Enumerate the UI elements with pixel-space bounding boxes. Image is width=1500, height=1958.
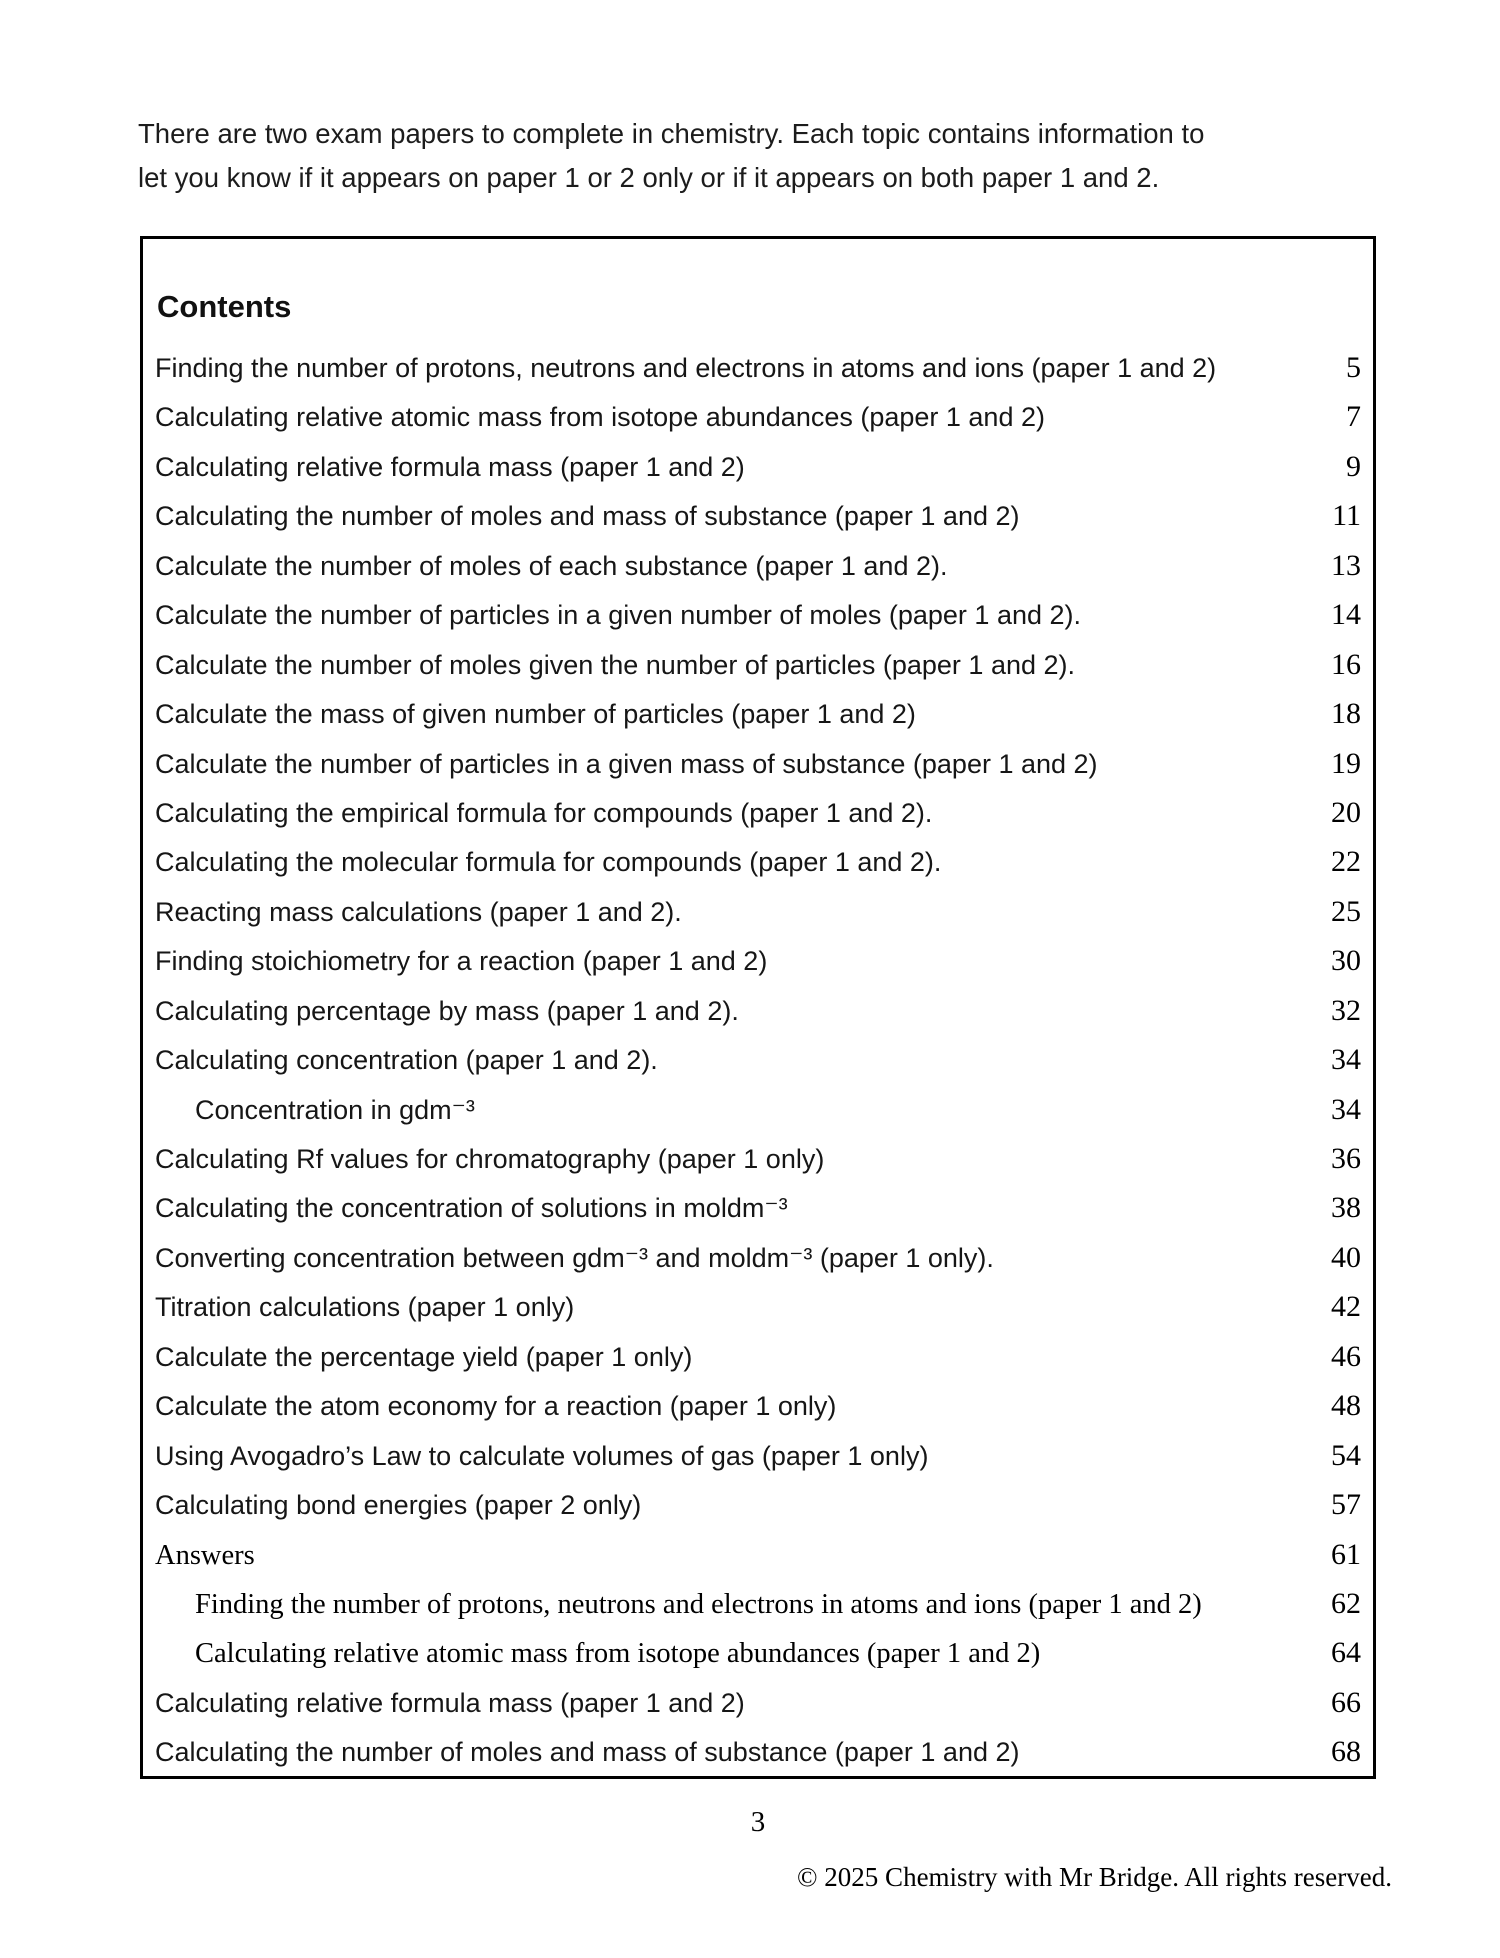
toc-entry-page: 68: [1331, 1735, 1361, 1769]
toc-entry-label: Calculate the atom economy for a reaction (paper 1 only): [155, 1391, 837, 1422]
toc-entry: [155, 1241, 1361, 1290]
toc-entry: [155, 796, 1361, 845]
toc-entry: [155, 450, 1361, 499]
toc-entry-label: Calculate the number of particles in a given mass of substance (paper 1 and 2): [155, 748, 1098, 779]
toc-entry-label: Reacting mass calculations (paper 1 and 2).: [155, 896, 682, 927]
toc-entry: [155, 747, 1361, 796]
toc-entry: [155, 1538, 1361, 1587]
toc-entry: [155, 1093, 1361, 1142]
toc-entry: [155, 351, 1361, 400]
contents-box: [140, 236, 1376, 1779]
toc-entry-page: 14: [1331, 598, 1361, 632]
toc-entry-page: 34: [1331, 1043, 1361, 1077]
page-number: 3: [750, 1806, 766, 1838]
toc-entry-page: 61: [1331, 1537, 1361, 1571]
toc-entry-label: Calculating the molecular formula for compounds (paper 1 and 2).: [155, 847, 942, 878]
toc-entry-label: Calculate the mass of given number of particles (paper 1 and 2): [155, 699, 916, 730]
toc-entry: [155, 1389, 1361, 1438]
toc-entry: [155, 1439, 1361, 1488]
toc-entry-page: 46: [1331, 1339, 1361, 1373]
toc-entry-page: 64: [1331, 1636, 1361, 1670]
toc-entry-label: Finding stoichiometry for a reaction (paper 1 and 2): [155, 946, 768, 977]
toc-entry-label: Calculating the empirical formula for compounds (paper 1 and 2).: [155, 797, 933, 828]
toc-entry: [155, 845, 1361, 894]
toc-entry-page: 36: [1331, 1142, 1361, 1175]
toc-entry: [155, 549, 1361, 598]
toc-entry-page: 34: [1331, 1092, 1361, 1126]
intro-paragraph: [138, 112, 1388, 200]
toc-entry-label: Calculating Rf values for chromatography (paper 1 only): [155, 1144, 825, 1174]
toc-entry: [155, 1686, 1361, 1735]
toc-entry: [155, 1636, 1361, 1685]
toc-entry-label: Calculating the number of moles and mass of substance (paper 1 and 2): [155, 1737, 1020, 1768]
toc-entry-page: 9: [1346, 449, 1361, 483]
toc-entry-page: 11: [1332, 499, 1361, 533]
toc-entry-label: Calculate the percentage yield (paper 1 only): [155, 1341, 693, 1372]
toc-entry-label: Calculating the concentration of solutions in moldm⁻³: [155, 1193, 788, 1224]
toc-entry-page: 19: [1331, 746, 1361, 780]
toc-entry-label: Calculating relative atomic mass from isotope abundances (paper 1 and 2): [195, 1638, 1041, 1670]
toc-entry-label: Calculating percentage by mass (paper 1 and 2).: [155, 995, 739, 1026]
toc-entry-label: Finding the number of protons, neutrons and electrons in atoms and ions (paper 1 and 2): [195, 1588, 1202, 1620]
toc-entry-page: 13: [1331, 548, 1361, 582]
intro-line-2: let you know if it appears on paper 1 or 2 only or if it appears on both paper 1 and 2.: [138, 162, 1160, 193]
toc-entry-label: Finding the number of protons, neutrons and electrons in atoms and ions (paper 1 and 2): [155, 353, 1217, 383]
toc-entry: [155, 1735, 1361, 1784]
toc-entry-page: 57: [1331, 1488, 1361, 1522]
toc-entry-label: Calculate the number of particles in a given number of moles (paper 1 and 2).: [155, 600, 1082, 631]
toc-entry-label: Calculating the number of moles and mass of substance (paper 1 and 2): [155, 501, 1020, 532]
toc-entry-label: Titration calculations (paper 1 only): [155, 1292, 575, 1323]
toc-entry-label: Calculating relative formula mass (paper 1 and 2): [155, 1687, 745, 1718]
toc-entry: [155, 648, 1361, 697]
toc-entry: [155, 1043, 1361, 1092]
intro-line-1: There are two exam papers to complete in chemistry. Each topic contains information to: [138, 118, 1205, 149]
toc-entry-page: 7: [1346, 400, 1361, 434]
toc-entry: [155, 1488, 1361, 1537]
toc-entry-label: Calculate the number of moles of each substance (paper 1 and 2).: [155, 550, 948, 581]
toc-entry: [155, 1340, 1361, 1389]
toc-entry-label: Calculate the number of moles given the number of particles (paper 1 and 2).: [155, 649, 1076, 680]
toc-entry-page: 16: [1331, 647, 1361, 681]
toc-entry-page: 62: [1331, 1586, 1361, 1620]
toc-entry-page: 20: [1331, 795, 1361, 829]
toc-entry-page: 66: [1331, 1685, 1361, 1719]
toc-entry-label: Using Avogadro’s Law to calculate volumes of gas (paper 1 only): [155, 1440, 929, 1471]
toc-entry-label: Calculating relative formula mass (paper 1 and 2): [155, 451, 745, 482]
toc-entry-page: 54: [1331, 1438, 1361, 1472]
toc-entry: [155, 944, 1361, 993]
toc-entry-page: 5: [1346, 351, 1361, 384]
toc-entry-page: 48: [1331, 1389, 1361, 1423]
toc-entry-label: Calculating concentration (paper 1 and 2).: [155, 1045, 658, 1076]
toc-entry: [155, 400, 1361, 449]
toc-entry: [155, 499, 1361, 548]
toc-entry-page: 30: [1331, 944, 1361, 978]
toc-entry: [155, 895, 1361, 944]
toc-entry-label: Concentration in gdm⁻³: [195, 1094, 475, 1125]
toc-entry: [155, 994, 1361, 1043]
toc-entry-label: Converting concentration between gdm⁻³ and moldm⁻³ (paper 1 only).: [155, 1242, 994, 1273]
toc-entry: [155, 1191, 1361, 1240]
toc-entry: [155, 1142, 1361, 1191]
toc-list: [155, 351, 1361, 1785]
copyright-notice: © 2025 Chemistry with Mr Bridge. All rights reserved.: [797, 1862, 1392, 1892]
toc-entry-page: 40: [1331, 1240, 1361, 1274]
toc-entry: [155, 697, 1361, 746]
toc-entry-label: Calculating bond energies (paper 2 only): [155, 1490, 642, 1521]
toc-entry-page: 38: [1331, 1191, 1361, 1225]
toc-entry: [155, 598, 1361, 647]
toc-entry: [155, 1290, 1361, 1339]
toc-entry-page: 42: [1331, 1290, 1361, 1324]
toc-entry: [155, 1587, 1361, 1636]
toc-entry-label: Calculating relative atomic mass from isotope abundances (paper 1 and 2): [155, 402, 1045, 433]
toc-entry-page: 32: [1331, 993, 1361, 1027]
toc-entry-label: Answers: [155, 1539, 255, 1571]
toc-entry-page: 18: [1331, 697, 1361, 731]
toc-entry-page: 22: [1331, 845, 1361, 879]
contents-title: Contents: [157, 289, 292, 324]
toc-entry-page: 25: [1331, 894, 1361, 928]
